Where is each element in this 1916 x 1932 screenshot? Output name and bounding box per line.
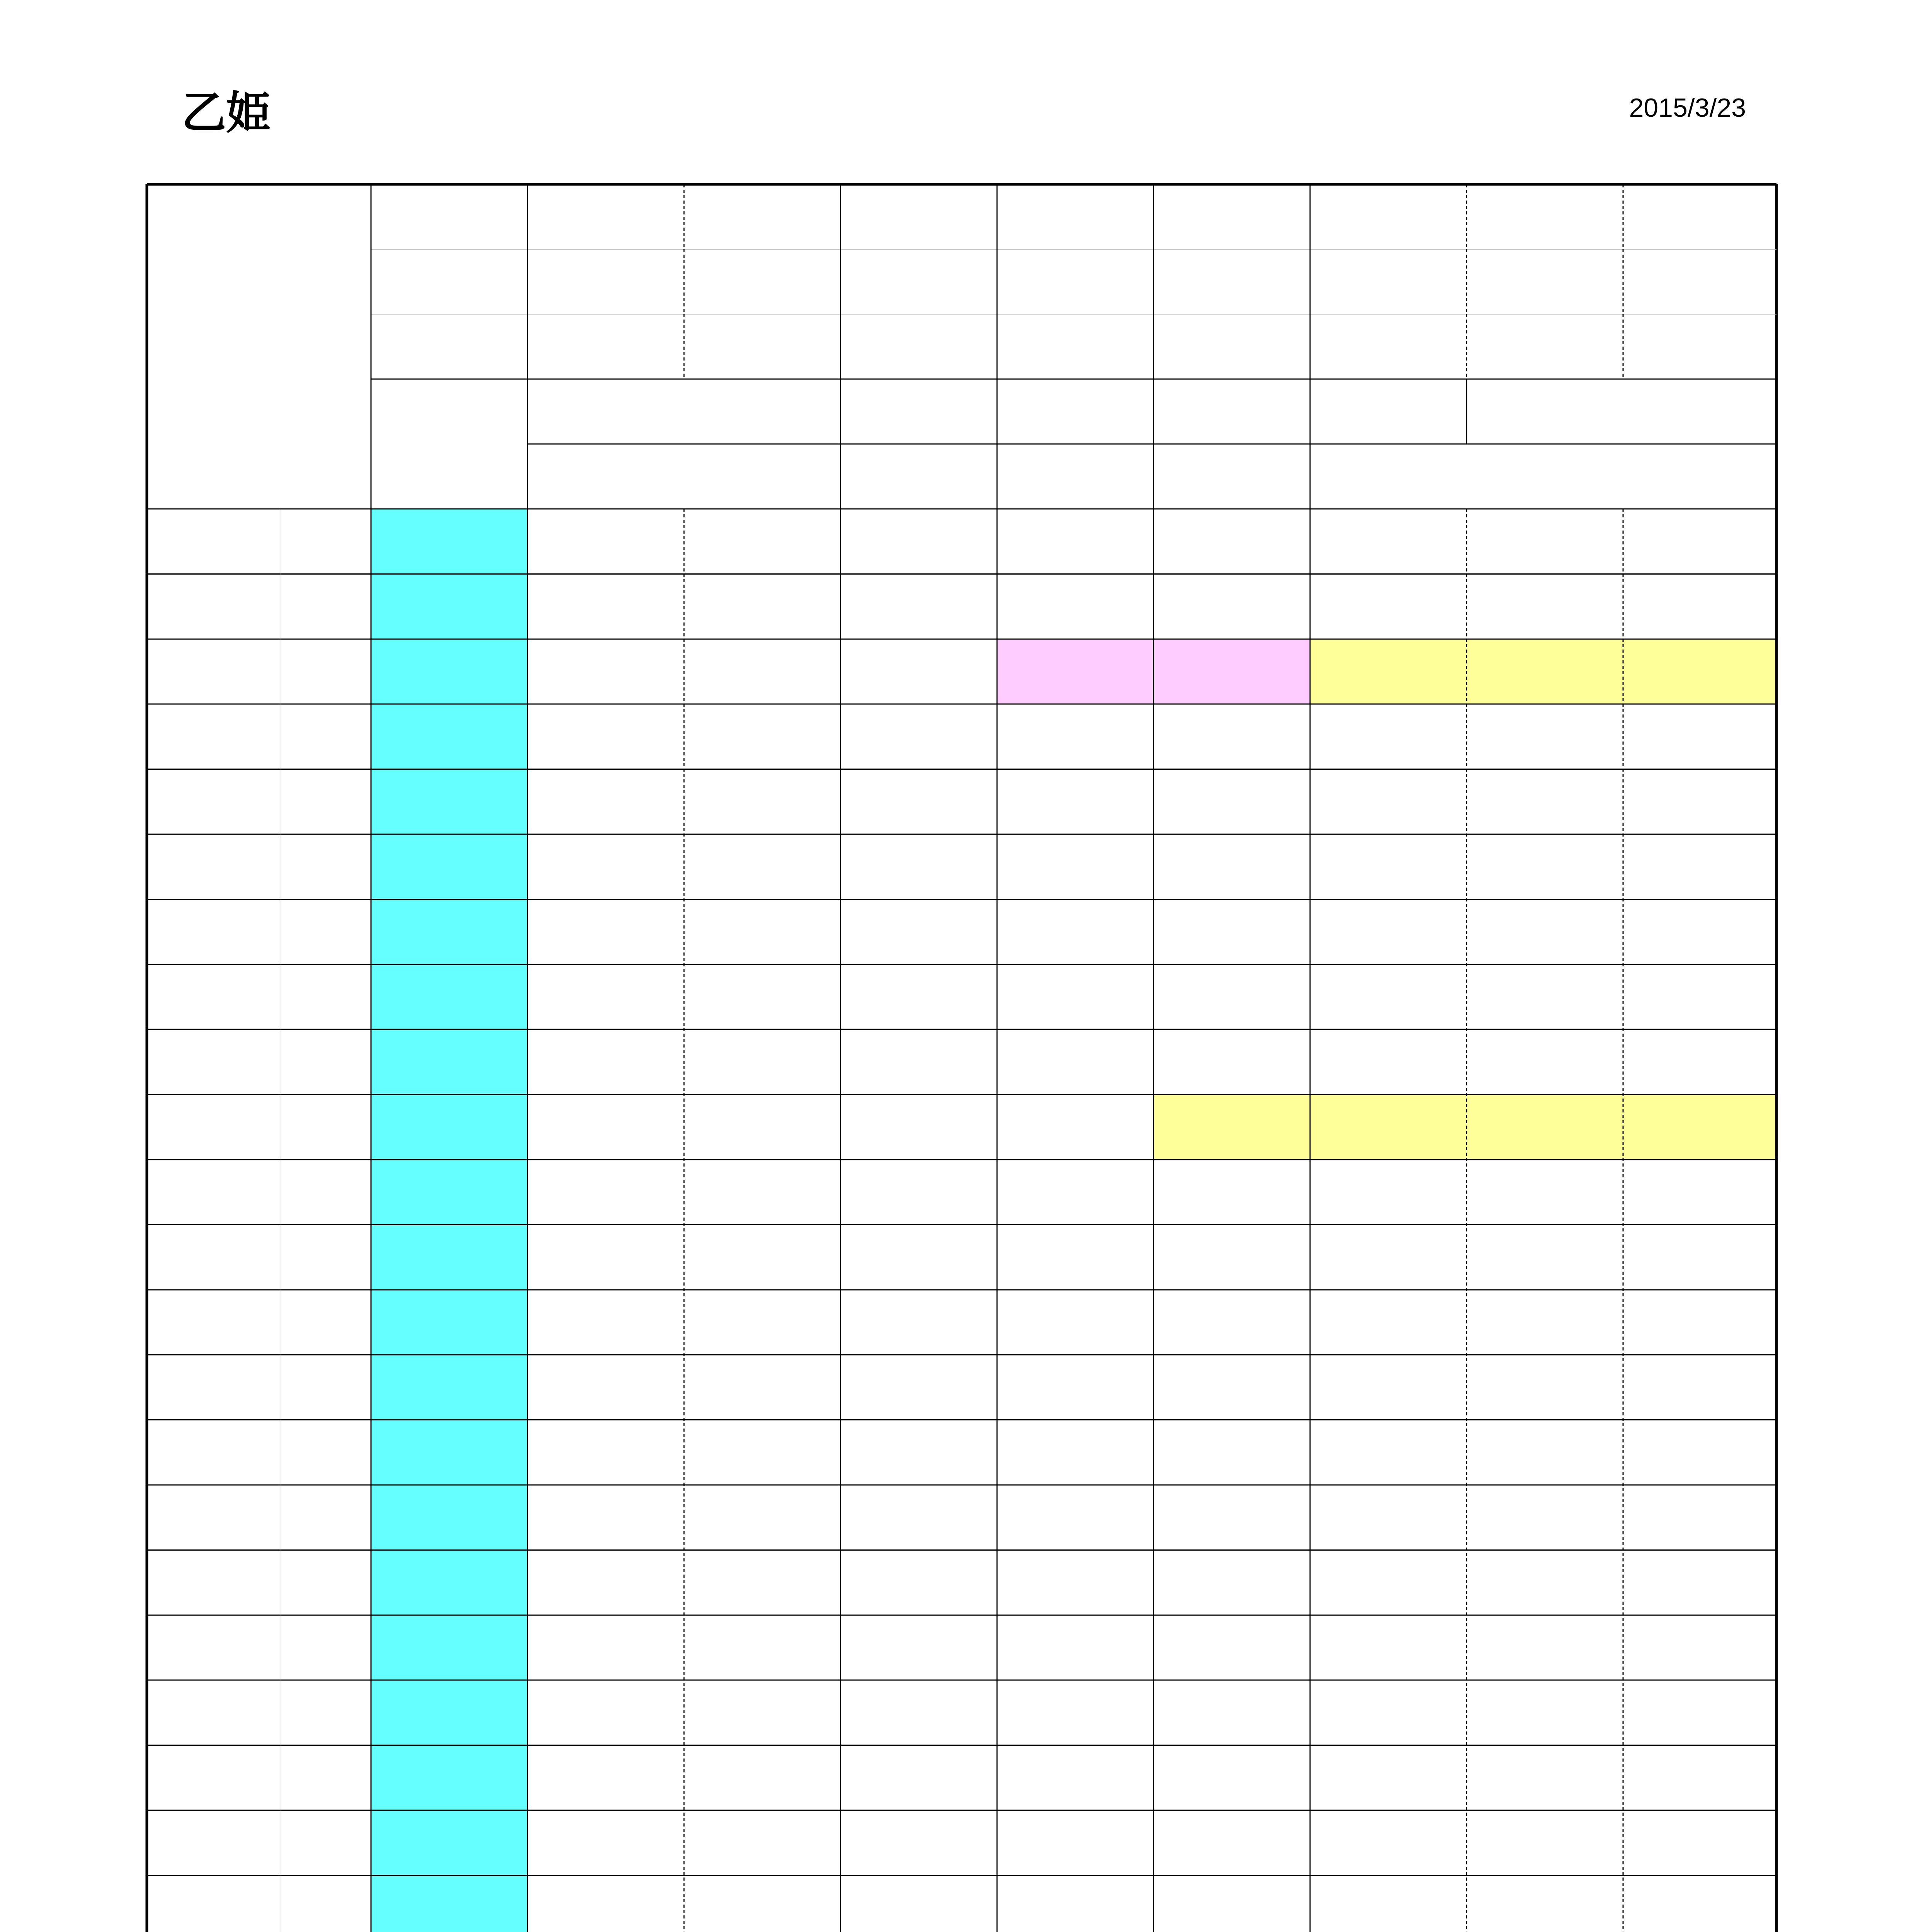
page-title: 乙姫	[182, 87, 271, 139]
print-date: 2015/3/23	[1629, 93, 1746, 122]
